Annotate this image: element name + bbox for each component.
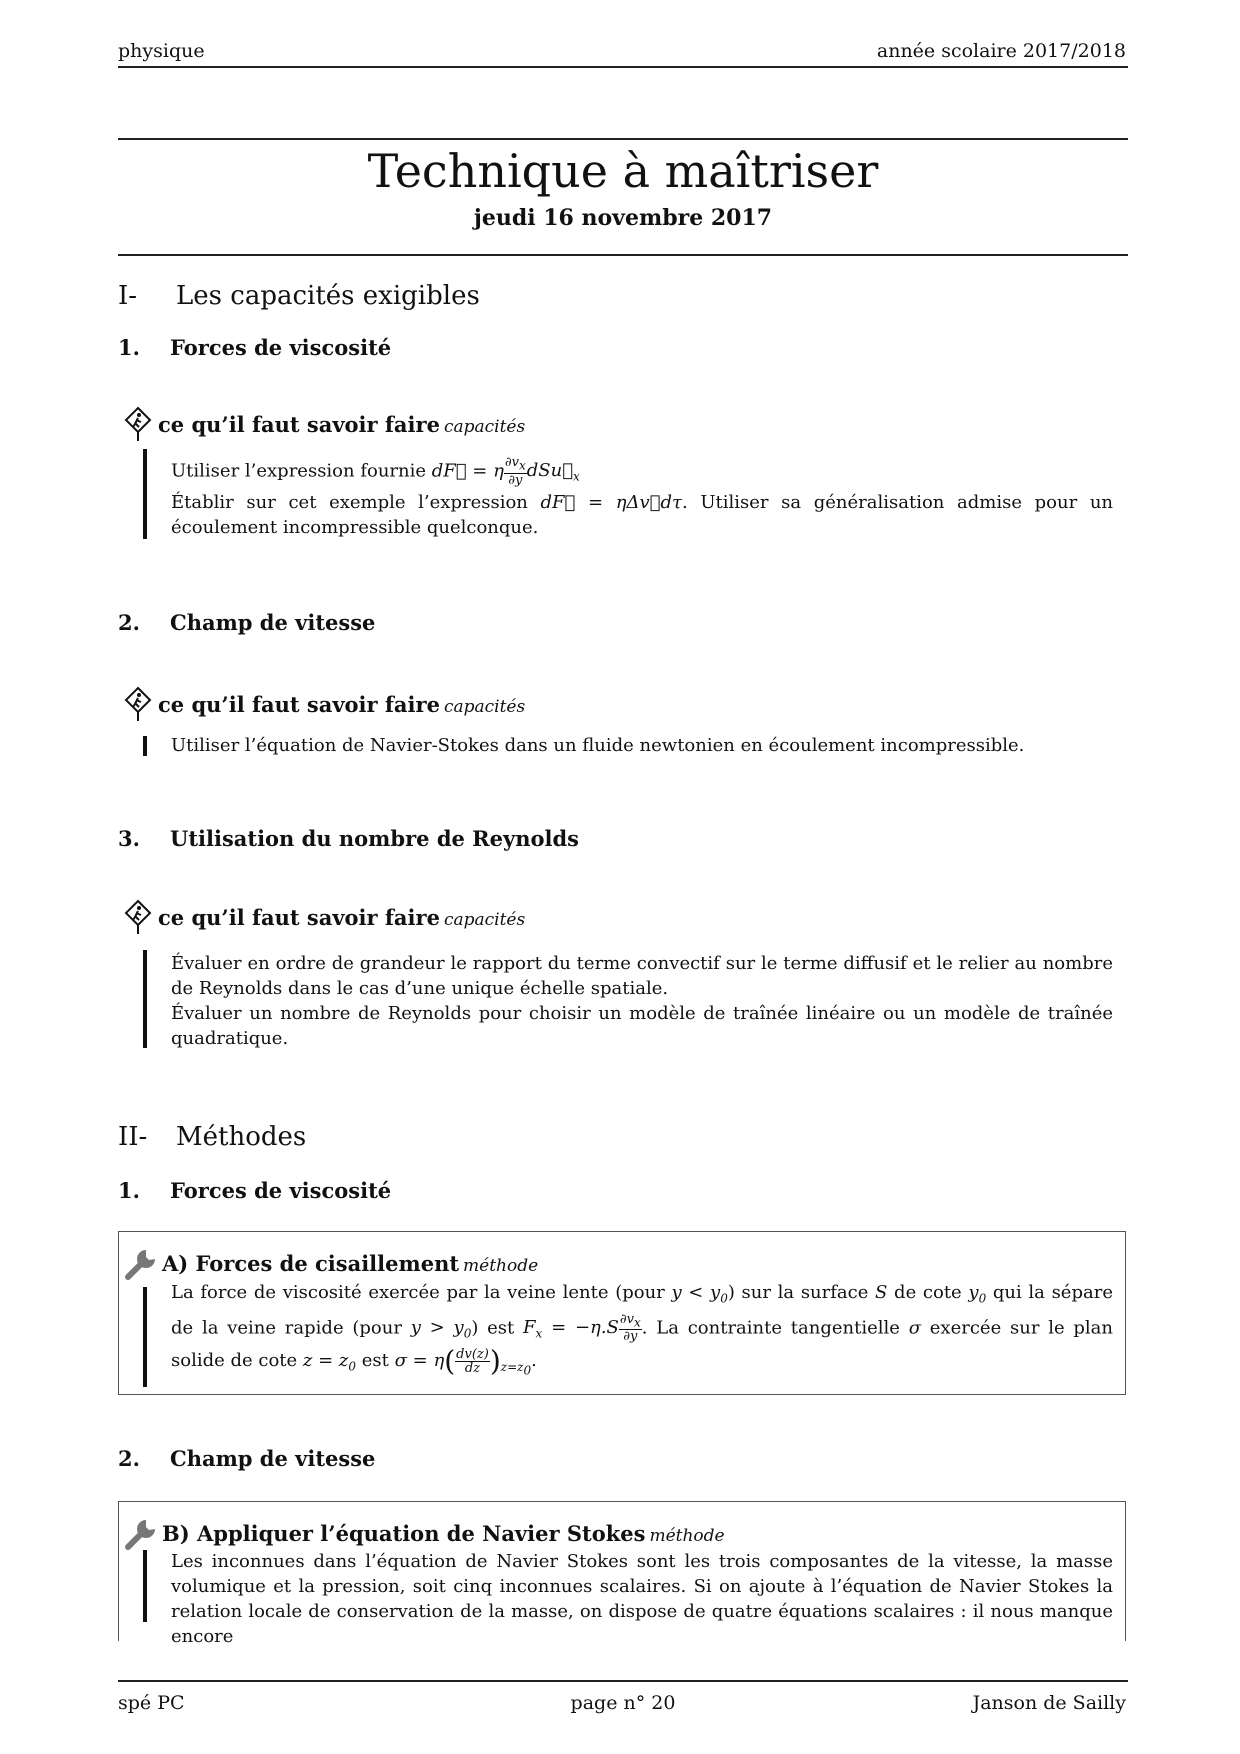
title-rule-bottom: [118, 254, 1128, 256]
capacity-heading: ce qu’il faut savoir faire capacités: [124, 899, 525, 940]
header-rule: [118, 66, 1128, 68]
worker-sign-icon: [124, 686, 152, 727]
capacity-text: Utiliser l’équation de Navier-Stokes dans un fluide newtonien en écoulement incompressible.: [171, 735, 1025, 756]
capacity-text: Évaluer en ordre de grandeur le rapport du terme convectif sur le terme diffusif et le relier au nombre de Reynolds dans le cas d’une unique échelle spatiale. Évaluer un nombre de Reynolds pour choisir un modèle de traînée linéaire ou un modèle de traînée quadratique.: [171, 953, 1113, 1049]
wrench-icon: [124, 1245, 160, 1286]
subsection-heading: 2. Champ de vitesse: [118, 610, 376, 635]
subsection-heading: 2. Champ de vitesse: [118, 1446, 376, 1471]
footer-class: spé PC: [118, 1692, 185, 1714]
page-date: jeudi 16 novembre 2017: [473, 205, 773, 231]
capacity-heading: ce qu’il faut savoir faire capacités: [124, 686, 525, 727]
footer-school: Janson de Sailly: [972, 1692, 1126, 1714]
capacity-bar: [143, 950, 147, 1048]
worker-sign-icon: [124, 899, 152, 940]
method-heading: B) Appliquer l’équation de Navier Stokes méthode: [124, 1515, 725, 1556]
method-bar: [143, 1287, 147, 1387]
method-text: La force de viscosité exercée par la veine lente (pour $y < y_0$) sur la surface S de cote $y_0$ qui la sépare de la veine rapide (pour $y > y_0$) est $F_x = -\eta.S$ $\frac{\partial v_x}{\partial y}$ . La contrainte tangentielle σ exercée sur le plan solide de cote $z = z_0$ est σ = η( $\frac{dv(z)}{dz}$ )$_{z=z_0}$.: [171, 1282, 1113, 1378]
capacity-heading: ce qu’il faut savoir faire capacités: [124, 406, 525, 447]
title-rule-top: [118, 138, 1128, 140]
section-heading: I- Les capacités exigibles: [118, 281, 480, 311]
subsection-heading: 1. Forces de viscosité: [118, 1178, 392, 1203]
page-title: Technique à maîtriser: [367, 144, 879, 198]
capacity-bar: [143, 449, 147, 539]
header-school-year: année scolaire 2017/2018: [876, 40, 1126, 62]
worker-sign-icon: [124, 406, 152, 447]
page-number: page n° 20: [570, 1692, 676, 1714]
capacity-text: Utiliser l’expression fournie dF⃗ = η $\frac{\partial v_x}{\partial y}$ $dSu⃗_x$ Établir sur cet exemple l’expression dF⃗ = ηΔv⃗dτ. Utiliser sa généralisation admise pour un écoulement incompressible quelconque.: [171, 455, 1114, 538]
footer-rule: [118, 1680, 1128, 1682]
wrench-icon: [124, 1515, 160, 1556]
section-heading: II- Méthodes: [118, 1122, 307, 1152]
method-bar: [143, 1550, 147, 1622]
subsection-heading: 3. Utilisation du nombre de Reynolds: [118, 826, 579, 851]
header-subject: physique: [118, 40, 205, 62]
capacity-bar: [143, 736, 147, 756]
method-heading: A) Forces de cisaillement méthode: [124, 1245, 538, 1286]
method-text: Les inconnues dans l’équation de Navier Stokes sont les trois composantes de la vitesse, la masse volumique et la pression, soit cinq inconnues scalaires. Si on ajoute à l’équation de Navier Stokes la relation locale de conservation de la masse, on dispose de quatre équations scalaires : il nous manque encore: [171, 1551, 1113, 1647]
subsection-heading: 1. Forces de viscosité: [118, 335, 392, 360]
